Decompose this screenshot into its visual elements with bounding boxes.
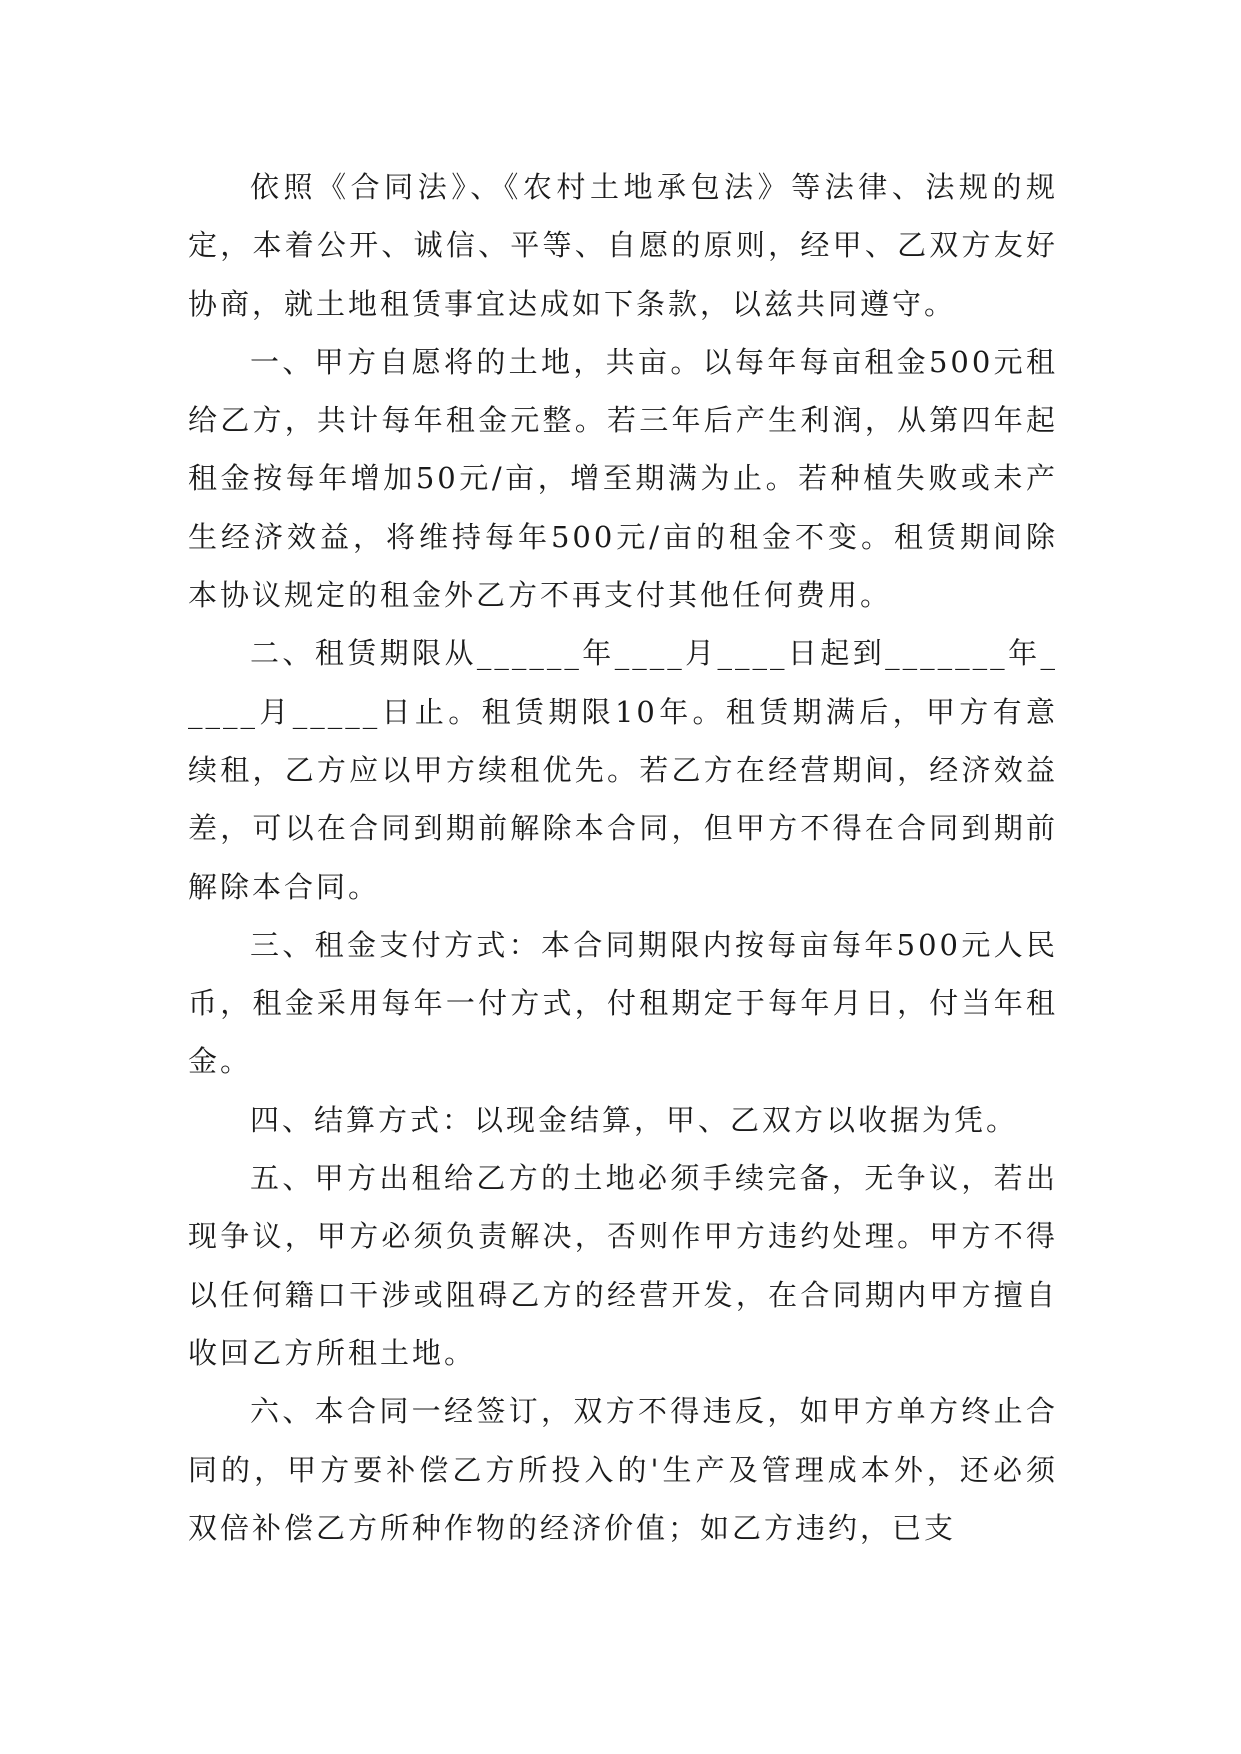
paragraph-preamble: 依照《合同法》、《农村土地承包法》等法律、法规的规定，本着公开、诚信、平等、自愿的原则，经甲、乙双方友好协商，就土地租赁事宜达成如下条款，以兹共同遵守。 [188,170,1058,321]
document-body [188,158,1058,1557]
paragraph-clause-3: 三、租金支付方式：本合同期限内按每亩每年500元人民币，租金采用每年一付方式，付租期定于每年月日，付当年租金。 [188,927,1058,1079]
paragraph-clause-1: 一、甲方自愿将的土地，共亩。以每年每亩租金500元租给乙方，共计每年租金元整。若三年后产生利润，从第四年起租金按每年增加50元/亩，增至期满为止。若种植失败或未产生经济效益，将维持每年500元/亩的租金不变。租赁期间除本协议规定的租金外乙方不再支付其他任何费用。 [188,344,1058,613]
paragraph-clause-5: 五、甲方出租给乙方的土地必须手续完备，无争议，若出现争议，甲方必须负责解决，否则作甲方违约处理。甲方不得以任何籍口干涉或阻碍乙方的经营开发，在合同期内甲方擅自收回乙方所租土地。 [188,1161,1058,1370]
paragraph-clause-4: 四、结算方式：以现金结算，甲、乙双方以收据为凭。 [250,1102,1019,1137]
paragraph-clause-6: 六、本合同一经签订，双方不得违反，如甲方单方终止合同的，甲方要补偿乙方所投入的'生产及管理成本外，还必须双倍补偿乙方所种作物的经济价值；如乙方违约，已支 [188,1394,1058,1545]
paragraph-clause-2: 二、租赁期限从______年____月____日起到_______年_____月_____日止。租赁期限10年。租赁期满后，甲方有意续租，乙方应以甲方续租优先。若乙方在经营期间，经济效益差，可以在合同到期前解除本合同，但甲方不得在合同到期前解除本合同。 [188,636,1058,904]
